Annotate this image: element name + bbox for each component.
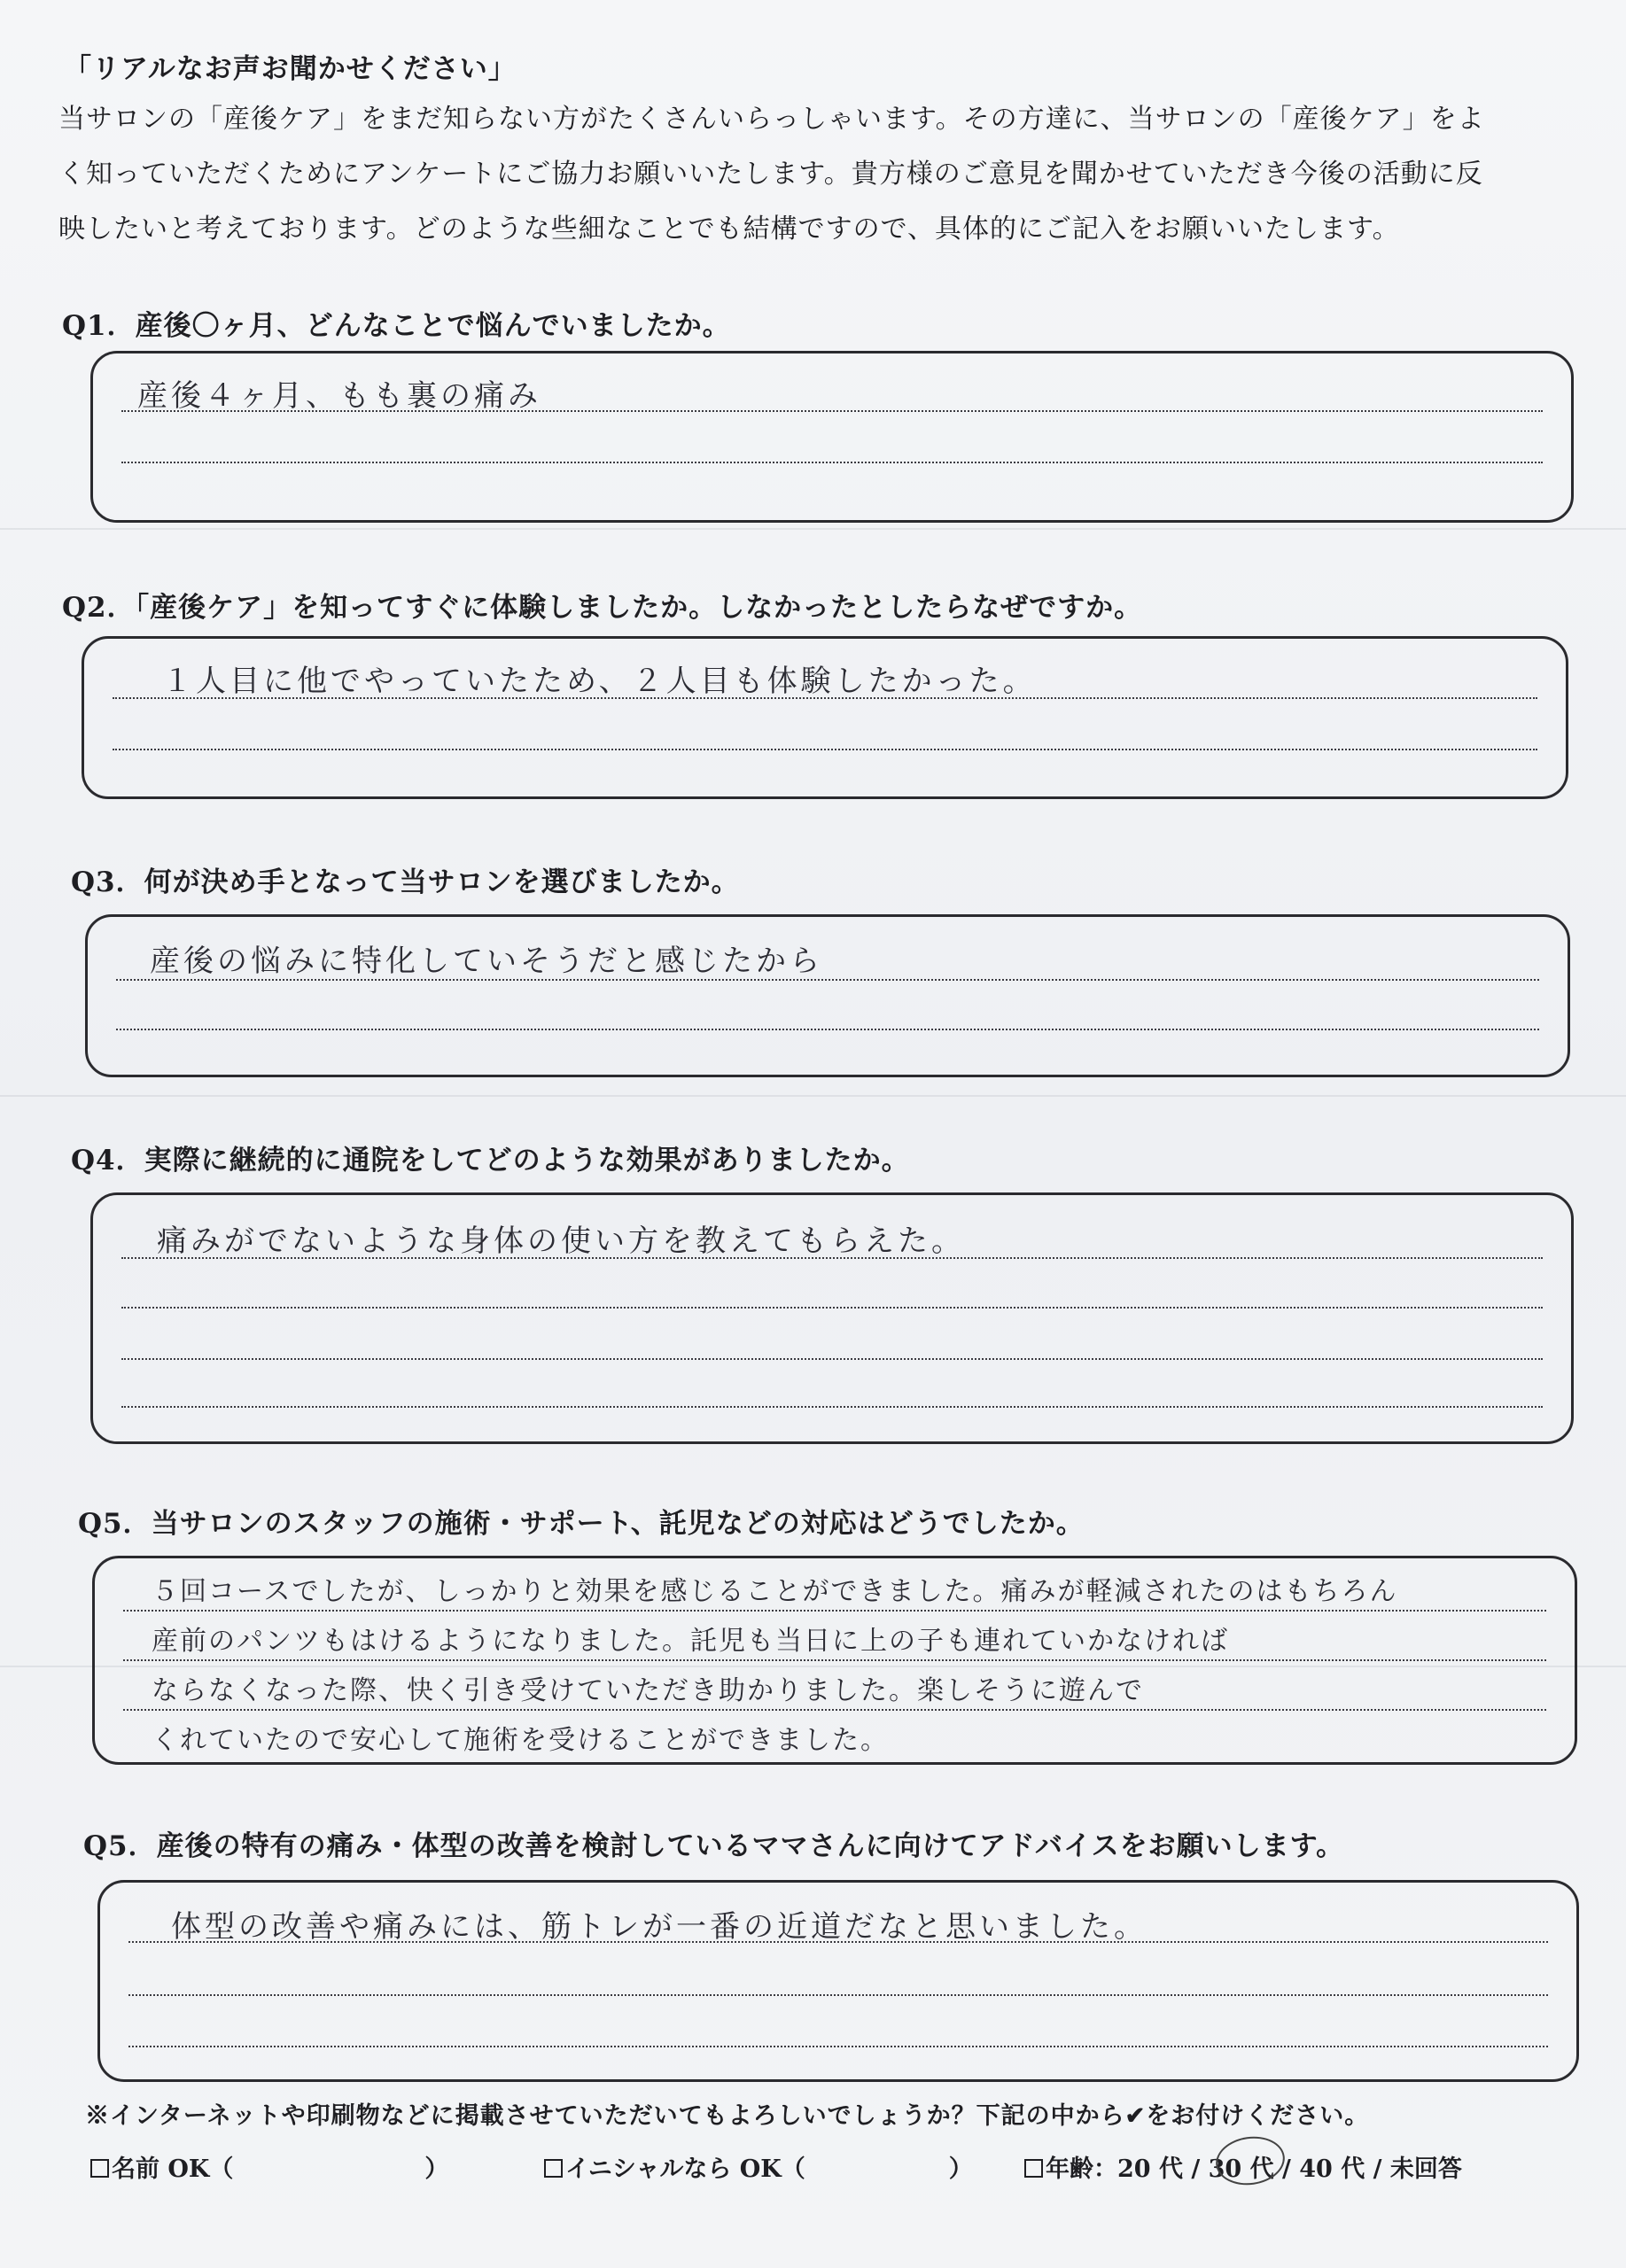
answer-5-text xyxy=(152,1567,1398,1766)
answer-line xyxy=(121,1307,1543,1309)
answer-line xyxy=(121,1406,1543,1408)
paper-fold xyxy=(0,1095,1626,1097)
intro-line: く知っていただくためにアンケートにご協力お願いいたします。貴方様のご意見を聞かせていただき今後の活動に反 xyxy=(58,159,1483,190)
answer-3-text: 産後の悩みに特化していそうだと感じたから xyxy=(150,944,823,979)
initial-ok-checkbox[interactable] xyxy=(544,2159,563,2178)
answer-5-line: ならなくなった際、快く引き受けていただき助かりました。楽しそうに遊んで xyxy=(152,1675,1144,1706)
answer-box-2 xyxy=(82,636,1568,799)
question-2: Q2．「産後ケア」を知ってすぐに体験しましたか。しなかったとしたらなぜですか。 xyxy=(62,592,1143,624)
question-4: Q4．実際に継続的に通院をしてどのような効果がありましたか。 xyxy=(71,1145,910,1177)
answer-5-line: ５回コースでしたが、しっかりと効果を感じることができました。痛みが軽減されたのはもちろん xyxy=(152,1576,1398,1607)
intro-line: 映したいと考えております。どのような些細なことでも結構ですので、具体的にご記入をお願いいたします。 xyxy=(58,214,1400,245)
intro-line: 当サロンの「産後ケア」をまだ知らない方がたくさんいらっしゃいます。その方達に、当サロンの「産後ケア」をよ xyxy=(58,104,1485,135)
answer-line xyxy=(128,2046,1548,2047)
name-ok-checkbox[interactable] xyxy=(90,2159,109,2178)
answer-box-3 xyxy=(85,914,1570,1077)
answer-box-4 xyxy=(90,1192,1574,1444)
answer-5-line: くれていたので安心して施術を受けることができました。 xyxy=(152,1725,889,1756)
answer-line xyxy=(113,749,1537,750)
initial-ok-label: イニシャルなら OK（ ） xyxy=(565,2155,973,2183)
answer-6-text: 体型の改善や痛みには、筋トレが一番の近道だなと思いました。 xyxy=(171,1909,1148,1945)
answer-line xyxy=(121,462,1543,463)
paper-fold xyxy=(0,528,1626,530)
question-5: Q5．当サロンのスタッフの施術・サポート、託児などの対応はどうでしたか。 xyxy=(78,1508,1085,1540)
answer-4-text: 痛みがでないような身体の使い方を教えてもらえた。 xyxy=(157,1223,965,1259)
name-ok-label: 名前 OK（ ） xyxy=(112,2155,449,2183)
publication-consent-note: ※インターネットや印刷物などに掲載させていただいてもよろしいでしょうか？下記の中から✔をお付けください。 xyxy=(85,2102,1370,2130)
initial-ok-option[interactable] xyxy=(544,2149,973,2184)
question-1: Q1．産後〇ヶ月、どんなことで悩んでいましたか。 xyxy=(62,310,731,342)
question-6: Q5．産後の特有の痛み・体型の改善を検討しているママさんに向けてアドバイスをお願いします。 xyxy=(83,1830,1345,1862)
answer-line xyxy=(116,1029,1539,1030)
answer-line xyxy=(128,1994,1548,1996)
intro-text xyxy=(58,92,1565,257)
answer-5-line: 産前のパンツもはけるようになりました。託児も当日に上の子も連れていかなければ xyxy=(152,1626,1229,1657)
age-checkbox[interactable] xyxy=(1024,2159,1043,2178)
answer-2-text: １人目に他でやっていたため、２人目も体験したかった。 xyxy=(162,664,1037,699)
answer-line xyxy=(121,1358,1543,1360)
question-3: Q3．何が決め手となって当サロンを選びましたか。 xyxy=(71,866,740,898)
answer-1-text: 産後４ヶ月、もも裏の痛み xyxy=(137,378,541,414)
answer-box-1 xyxy=(90,351,1574,523)
name-ok-option[interactable] xyxy=(90,2149,448,2184)
survey-heading: 「リアルなお声お聞かせください」 xyxy=(64,53,517,85)
answer-box-5 xyxy=(92,1556,1577,1765)
answer-box-6 xyxy=(97,1880,1579,2082)
age-label: 年齢：20 代 / 30 代 / 40 代 / 未回答 xyxy=(1046,2155,1462,2183)
